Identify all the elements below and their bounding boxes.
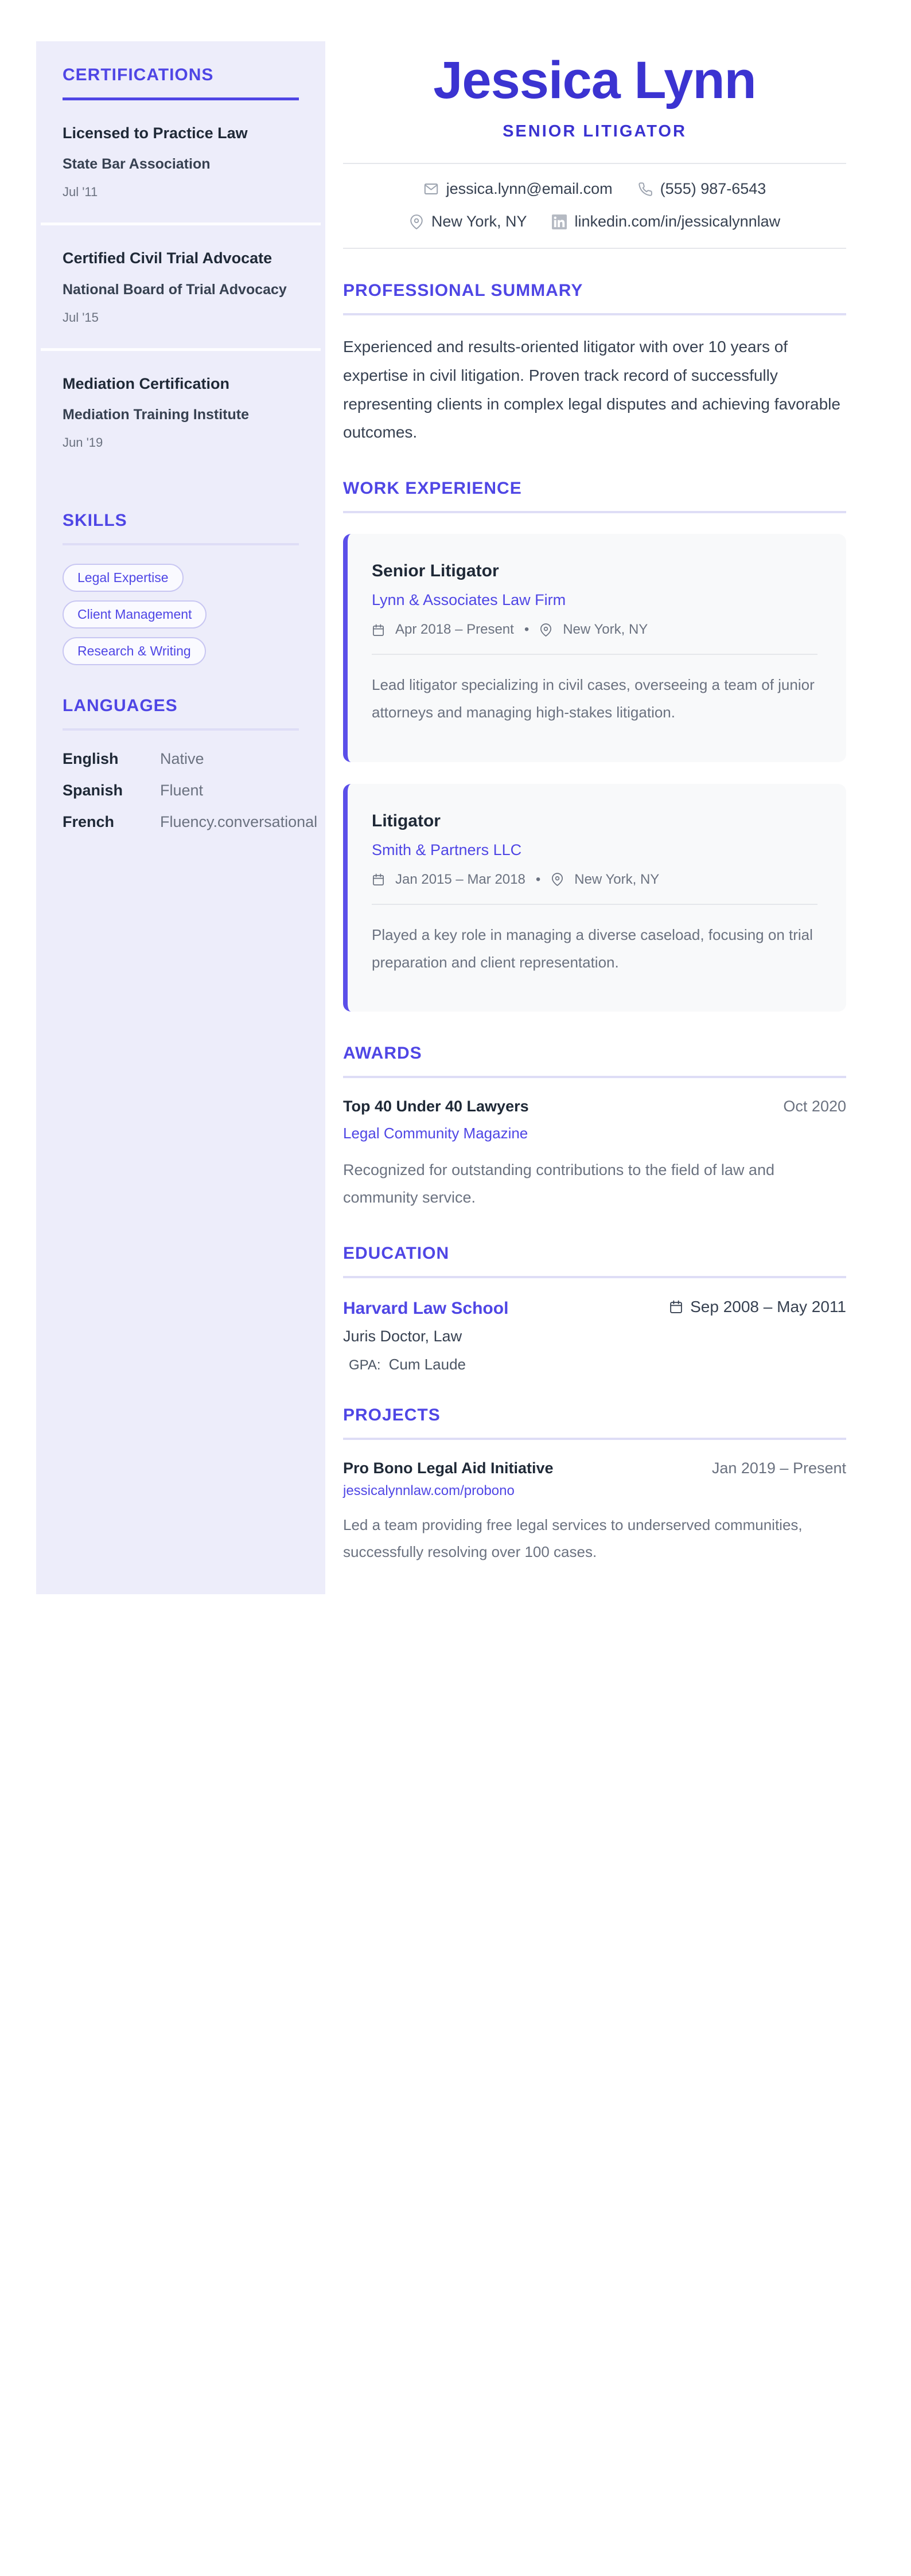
language-level: Native [160,750,204,768]
awards-underline [343,1076,846,1078]
education-title-row [343,1298,846,1319]
certification-name: Certified Civil Trial Advocate [63,249,272,267]
job-card [343,784,846,1012]
summary-text: Experienced and results-oriented litigator with over 10 years of expertise in civil litigation. Proven track record of successfully representing clients in complex legal disputes and achieving favorable outcomes. [343,338,840,442]
job-meta [372,872,817,888]
job-location: New York, NY [563,622,648,638]
phone-item [638,180,766,198]
skills-section [63,511,299,665]
skills-heading: SKILLS [63,511,127,530]
calendar-icon [669,1299,683,1314]
skill-pill: Legal Expertise [63,564,184,592]
experience-section [343,479,846,1011]
summary-heading: PROFESSIONAL SUMMARY [343,281,583,300]
projects-heading: PROJECTS [343,1406,441,1425]
job-company: Smith & Partners LLC [372,841,522,858]
meta-dot: • [524,622,530,638]
sidebar [36,41,325,1594]
job-dates: Jan 2015 – Mar 2018 [395,871,525,887]
contact-linkedin: linkedin.com/in/jessicalynnlaw [574,213,781,230]
certification-date: Jul '15 [63,310,99,325]
contact-block [343,163,846,249]
languages-list [63,750,318,831]
language-name: Spanish [63,782,123,799]
job-location: New York, NY [574,871,660,887]
award-description: Recognized for outstanding contributions to the field of law and community service. [343,1161,774,1207]
award-name: Top 40 Under 40 Lawyers [343,1097,529,1115]
education-degree: Juris Doctor, Law [343,1328,462,1345]
award-organization: Legal Community Magazine [343,1124,528,1142]
certification-date: Jun '19 [63,435,103,450]
contact-location: New York, NY [431,213,527,230]
phone-icon [638,182,653,197]
job-divider [372,654,817,655]
certifications-heading: CERTIFICATIONS [63,65,214,84]
summary-underline [343,313,846,315]
job-description: Lead litigator specializing in civil cases, overseeing a team of junior attorneys and managing high-stakes litigation. [372,676,815,721]
certification-item [63,100,299,223]
certification-name: Licensed to Practice Law [63,124,248,142]
job-company: Lynn & Associates Law Firm [372,591,566,609]
contact-row [343,213,846,231]
gpa-value: Cum Laude [388,1356,466,1373]
awards-section [343,1044,846,1212]
certification-issuer: Mediation Training Institute [63,406,249,423]
education-dates-text: Sep 2008 – May 2011 [690,1297,846,1316]
skill-pill: Research & Writing [63,637,206,665]
linkedin-link[interactable] [552,213,780,231]
contact-email: jessica.lynn@email.com [446,180,613,197]
education-item [343,1298,846,1374]
languages-underline [63,728,299,731]
languages-heading: LANGUAGES [63,696,178,716]
certification-date: Jul '11 [63,185,98,200]
experience-heading: WORK EXPERIENCE [343,479,522,498]
person-name: Jessica Lynn [433,51,756,110]
job-meta [372,622,817,638]
award-title-row [343,1098,846,1115]
award-date: Oct 2020 [783,1097,846,1115]
languages-section [63,696,318,831]
location-item [409,213,527,231]
job-description: Played a key role in managing a diverse caseload, focusing on trial preparation and client representation. [372,926,813,971]
education-school: Harvard Law School [343,1299,509,1318]
experience-underline [343,511,846,513]
education-gpa-row [343,1356,846,1373]
language-name: English [63,750,119,768]
education-dates [669,1298,846,1316]
job-dates: Apr 2018 – Present [395,622,514,638]
certification-issuer: State Bar Association [63,156,211,173]
project-name: Pro Bono Legal Aid Initiative [343,1459,554,1477]
summary-section [343,281,846,447]
calendar-icon [372,873,385,886]
projects-section [343,1406,846,1566]
project-title-row [343,1459,846,1477]
education-underline [343,1276,846,1278]
certification-issuer: National Board of Trial Advocacy [63,281,287,298]
certification-name: Mediation Certification [63,374,230,392]
map-pin-icon [409,214,424,229]
language-level: Fluent [160,782,204,799]
resume-main [343,41,846,1594]
linkedin-icon [552,214,567,229]
certifications-section [63,65,299,473]
certification-item [63,225,299,348]
education-section [343,1244,846,1374]
project-dates: Jan 2019 – Present [711,1459,846,1477]
projects-underline [343,1438,846,1440]
skill-pill: Client Management [63,600,207,629]
contact-row [343,180,846,198]
awards-heading: AWARDS [343,1043,422,1063]
language-level: Fluency.conversational [160,813,318,831]
map-pin-icon [551,873,564,886]
gpa-label: GPA: [349,1357,381,1373]
certification-item [63,351,299,473]
skills-pill-list [63,564,299,665]
job-role: Litigator [372,811,441,830]
award-item [343,1098,846,1212]
person-title: SENIOR LITIGATOR [503,122,687,140]
job-role: Senior Litigator [372,561,499,581]
project-description: Led a team providing free legal services to underserved communities, successfully resolving over 100 cases. [343,1516,803,1561]
education-heading: EDUCATION [343,1243,450,1263]
job-divider [372,904,817,905]
job-card [343,534,846,762]
language-name: French [63,813,115,831]
project-link[interactable]: jessicalynnlaw.com/probono [343,1483,515,1499]
email-link[interactable] [423,180,613,198]
map-pin-icon [539,623,552,637]
calendar-icon [372,623,385,637]
project-item [343,1459,846,1566]
envelope-icon [423,181,439,197]
skills-underline [63,543,299,545]
meta-dot: • [535,871,541,887]
contact-phone: (555) 987-6543 [660,180,766,197]
